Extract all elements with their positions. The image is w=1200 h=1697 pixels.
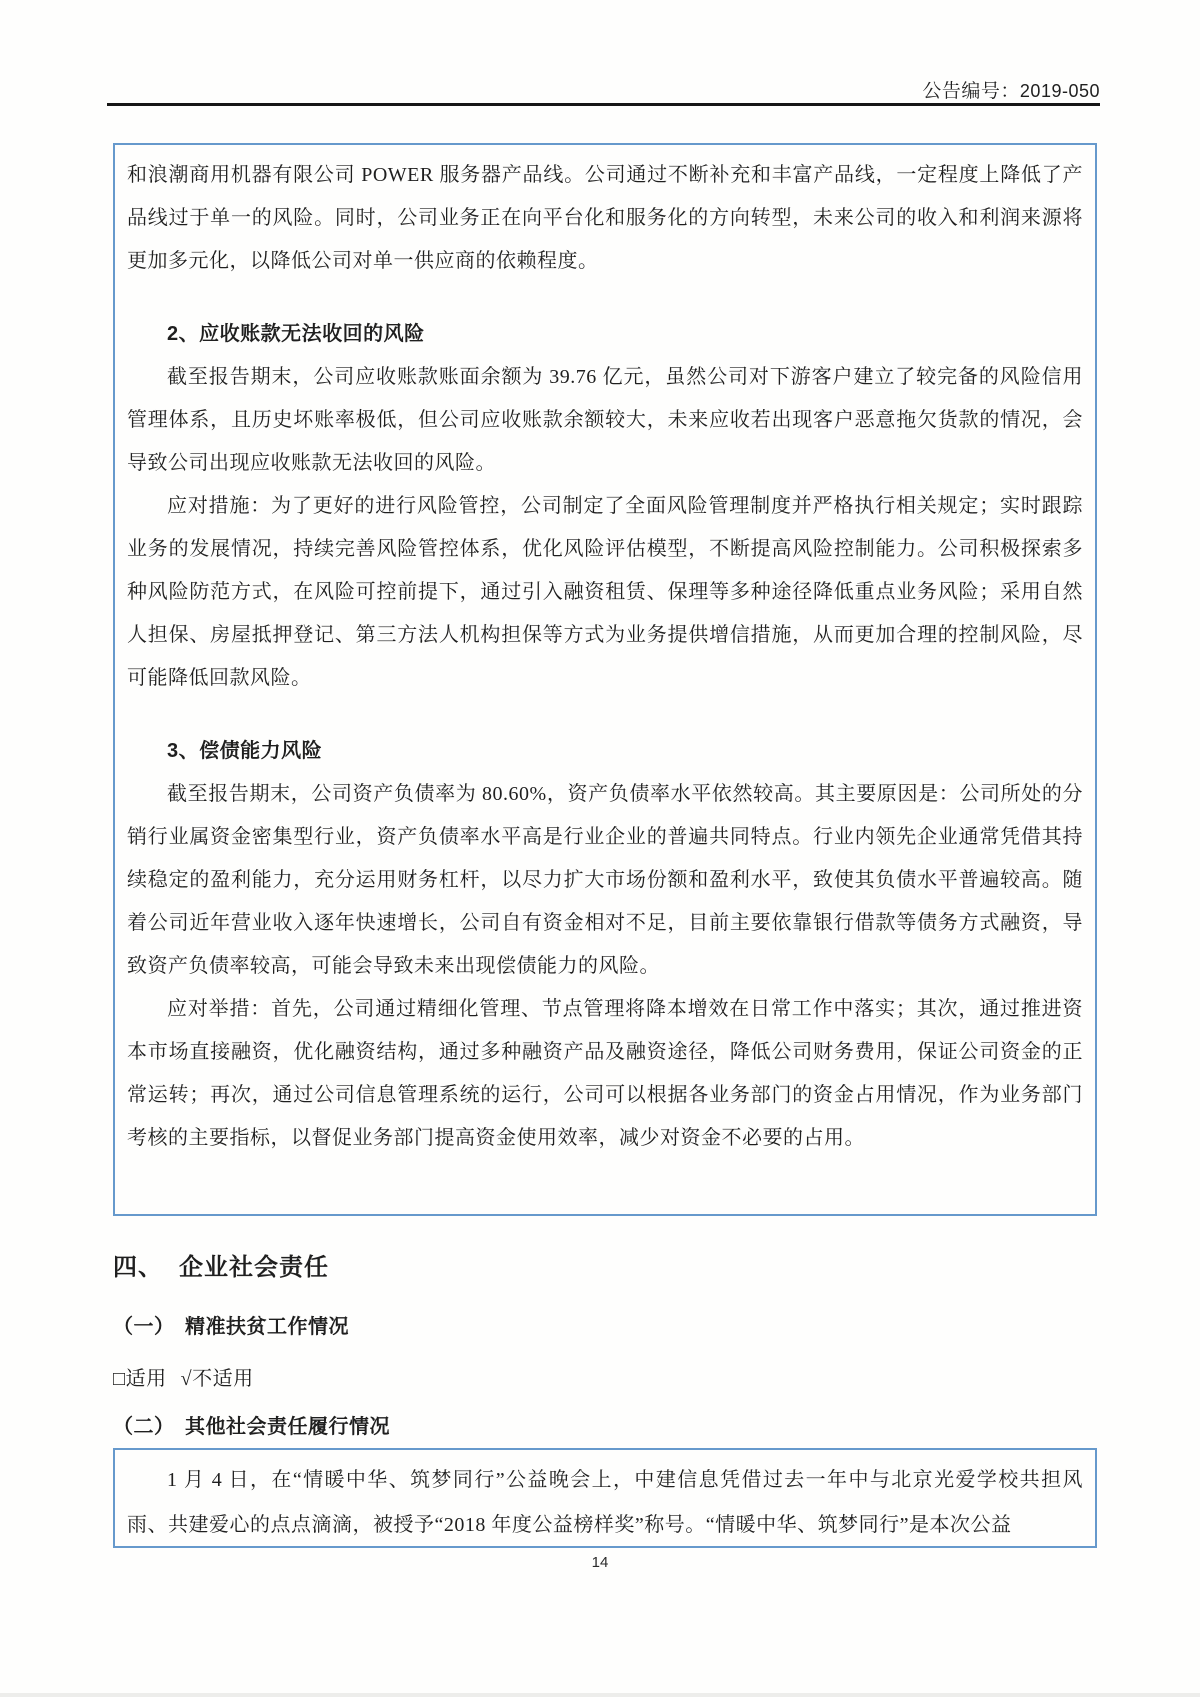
- subsection-title: 精准扶贫工作情况: [185, 1316, 349, 1338]
- applicability-line: [113, 1362, 254, 1391]
- check-icon: √: [180, 1368, 193, 1390]
- not-applicable-label: 不适用: [192, 1368, 254, 1390]
- applicable-label: 适用: [125, 1368, 167, 1390]
- csr-activity-box: [113, 1448, 1097, 1548]
- doc-header: [922, 76, 1100, 103]
- paragraph-debt-ratio: 截至报告期末，公司资产负债率为 80.60%，资产负债率水平依然较高。其主要原因是：公司所处的分销行业属资金密集型行业，资产负债率水平高是行业企业的普遍共同特点。行业内领先企业通常凭借其持续稳定的盈利能力，充分运用财务杠杆，以尽力扩大市场份额和盈利水平，致使其负债水平普遍较高。随着公司近年营业收入逐年快速增长，公司自有资金相对不足，目前主要依靠银行借款等债务方式融资，导致资产负债率较高，可能会导致未来出现偿债能力的风险。: [127, 783, 1083, 977]
- subsection-title: 其他社会责任履行情况: [185, 1416, 390, 1438]
- paragraph-product-line-risk: 和浪潮商用机器有限公司 POWER 服务器产品线。公司通过不断补充和丰富产品线，一定程度上降低了产品线过于单一的风险。同时，公司业务正在向平台化和服务化的方向转型，未来公司的收入和利润来源将更加多元化，以降低公司对单一供应商的依赖程度。: [127, 164, 1083, 272]
- page-number: 14: [591, 1554, 609, 1571]
- paragraph-charity-gala: 1 月 4 日，在“情暖中华、筑梦同行”公益晚会上，中建信息凭借过去一年中与北京光爱学校共担风雨、共建爱心的点点滴滴，被授予“2018 年度公益榜样奖”称号。“情暖中华、筑梦同行”是本次公益: [127, 1469, 1083, 1536]
- heading-solvency-risk: 3、偿债能力风险: [167, 740, 323, 762]
- section-title: 企业社会责任: [179, 1254, 329, 1281]
- subsection-number: （二）: [113, 1416, 175, 1438]
- heading-receivables-risk: 2、应收账款无法收回的风险: [167, 323, 425, 345]
- subsection-heading-other-csr: [113, 1410, 390, 1439]
- doc-number-label: 公告编号：: [922, 81, 1020, 102]
- paragraph-receivables-balance: 截至报告期末，公司应收账款账面余额为 39.76 亿元，虽然公司对下游客户建立了较完备的风险信用管理体系，且历史坏账率极低，但公司应收账款余额较大，未来应收若出现客户恶意拖欠货款的情况，会导致公司出现应收账款无法收回的风险。: [127, 366, 1083, 474]
- paragraph-solvency-measures: 应对举措：首先，公司通过精细化管理、节点管理将降本增效在日常工作中落实；其次，通过推进资本市场直接融资，优化融资结构，通过多种融资产品及融资途径，降低公司财务费用，保证公司资金的正常运转；再次，通过公司信息管理系统的运行，公司可以根据各业务部门的资金占用情况，作为业务部门考核的主要指标，以督促业务部门提高资金使用效率，减少对资金不必要的占用。: [127, 998, 1083, 1149]
- subsection-number: （一）: [113, 1316, 175, 1338]
- checkbox-unchecked-icon: □: [113, 1368, 126, 1390]
- risk-section-box: [113, 143, 1097, 1216]
- section-heading-csr: [113, 1247, 329, 1282]
- paragraph-receivables-measures: 应对措施：为了更好的进行风险管控，公司制定了全面风险管理制度并严格执行相关规定；实时跟踪业务的发展情况，持续完善风险管控体系，优化风险评估模型，不断提高风险控制能力。公司积极探索多种风险防范方式，在风险可控前提下，通过引入融资租赁、保理等多种途径降低重点业务风险；采用自然人担保、房屋抵押登记、第三方法人机构担保等方式为业务提供增信措施，从而更加合理的控制风险，尽可能降低回款风险。: [127, 495, 1083, 689]
- doc-number: 2019-050: [1019, 81, 1100, 101]
- header-rule: [107, 103, 1100, 106]
- section-number: 四、: [113, 1254, 163, 1281]
- page-edge: [0, 1693, 1200, 1697]
- subsection-heading-poverty-alleviation: [113, 1310, 349, 1339]
